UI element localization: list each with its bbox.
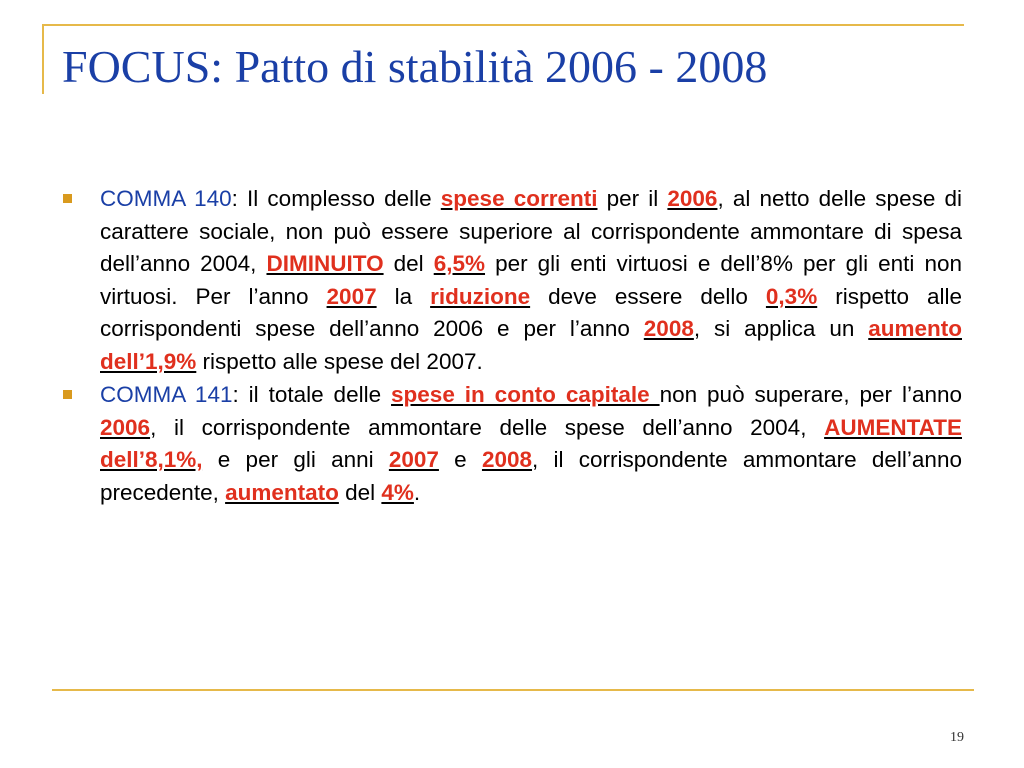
left-decorative-line [42,24,44,94]
text-segment: non può superare, per l’anno [659,382,962,407]
highlighted-term: 4% [381,479,414,505]
highlighted-term: spese in conto capitale [391,382,660,407]
text-segment: rispetto alle spese del 2007. [196,348,483,374]
highlighted-term: AUMENTATE dell’8,1%, [100,414,962,472]
bottom-decorative-line [52,689,974,691]
text-segment: , al netto delle spese di carattere sociale, non può essere superiore al corrispondente ammontare di spesa dell’anno 2004, [100,186,962,276]
highlighted-term: 2008 [643,316,694,341]
text-segment: del [338,479,382,505]
text-segment: e [438,447,482,472]
text-segment: . [413,479,421,505]
text-segment: rispetto alle corrispondenti spese dell’anno 2006 e per l’anno [100,283,963,341]
text-segment: : il totale delle [232,382,392,407]
bullet-text [100,183,962,378]
top-decorative-line [42,24,964,26]
highlighted-term: 6,5% [433,251,486,276]
bullet-item [62,379,962,509]
text-segment: per il [597,186,668,211]
highlighted-term: 2008 [481,447,533,472]
bullet-item [62,183,962,378]
slide-title: FOCUS: Patto di stabilità 2006 - 2008 [62,41,768,92]
highlighted-term: riduzione [430,283,531,309]
text-segment: : Il complesso delle [231,186,441,211]
text-segment: del [383,251,434,276]
highlighted-term: 2007 [326,283,377,309]
highlighted-term: 2006 [667,186,718,211]
text-segment: e per gli anni [202,447,389,472]
square-bullet-icon [63,390,72,399]
comma-label: COMMA 141 [100,382,233,407]
highlighted-term: 2007 [388,447,439,472]
text-segment: la [376,283,431,309]
text-segment: per gli enti virtuosi e dell’8% per gli enti non virtuosi. Per l’anno [100,251,962,309]
bullet-text [100,379,962,509]
text-segment: , si applica un [693,316,869,341]
text-segment: deve essere dello [530,283,766,309]
square-bullet-icon [63,194,72,203]
highlighted-term: 0,3% [765,283,818,309]
page-number: 19 [950,730,964,745]
highlighted-term: 2006 [100,414,151,440]
comma-label: COMMA 140 [100,186,232,211]
bullet-list [62,183,962,510]
text-segment: , il corrispondente ammontare dell’anno precedente, [100,447,962,505]
highlighted-term: DIMINUITO [266,251,384,276]
text-segment: , il corrispondente ammontare delle spese dell’anno 2004, [150,414,825,440]
highlighted-term: spese correnti [440,186,598,211]
highlighted-term: aumento dell’1,9% [100,316,962,374]
highlighted-term: aumentato [225,479,339,505]
